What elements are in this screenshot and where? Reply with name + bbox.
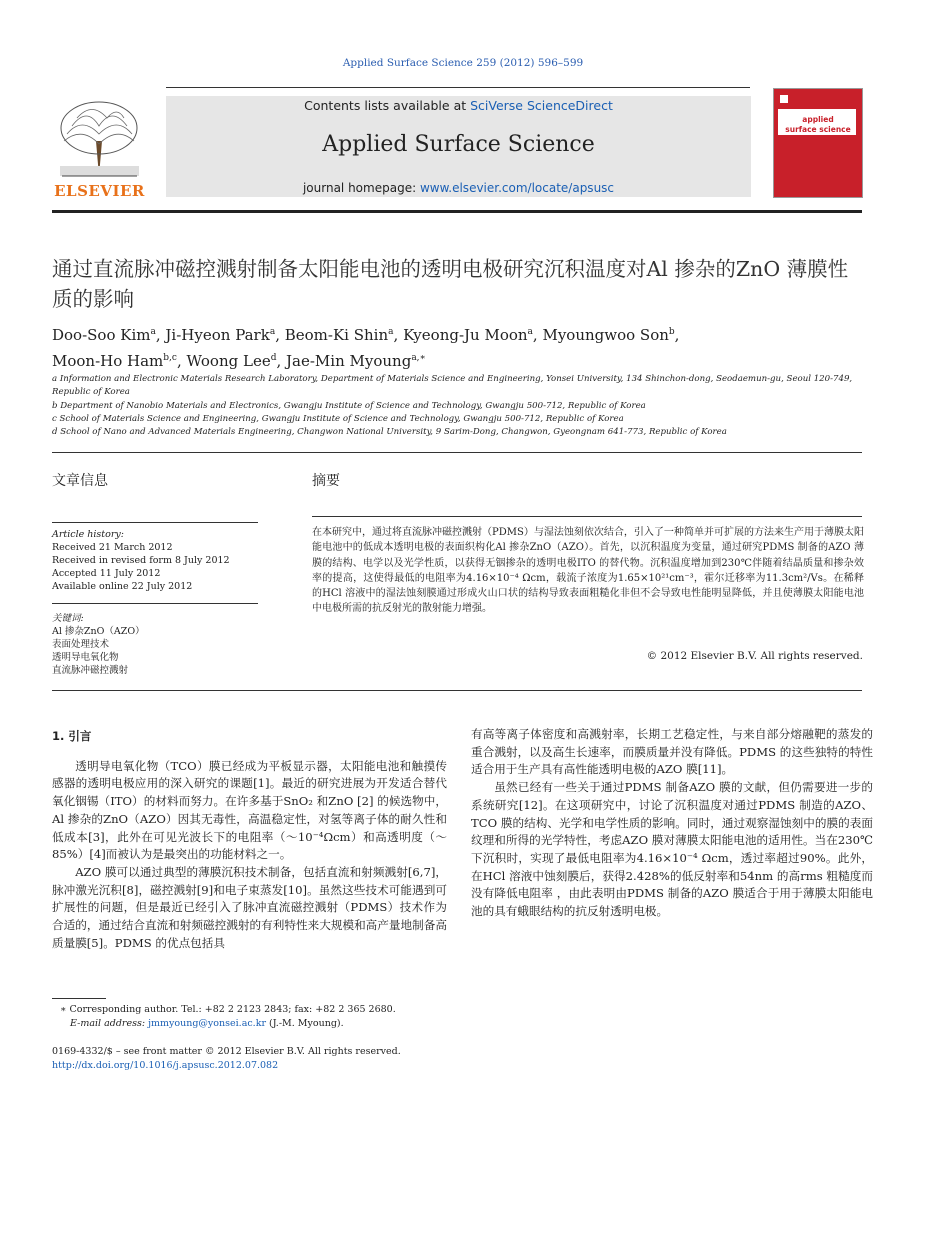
- journal-reference[interactable]: Applied Surface Science 259 (2012) 596–599: [342, 57, 584, 69]
- author-affiliation-marker[interactable]: a: [269, 327, 276, 337]
- email-suffix: (J.-M. Myoung).: [266, 1018, 344, 1029]
- body-top-rule: [52, 690, 862, 691]
- affiliations: [52, 373, 872, 439]
- header-top-rule: [166, 87, 750, 88]
- author-name: Beom-Ki Shin: [284, 326, 389, 344]
- author-separator: ,: [674, 326, 680, 344]
- body-left-column: [52, 728, 447, 952]
- contents-prefix: Contents lists available at: [304, 98, 471, 113]
- journal-banner: [166, 96, 751, 197]
- keyword: 直流脉冲磁控溅射: [52, 665, 129, 676]
- info-rule-1: [52, 522, 258, 523]
- article-history: [52, 528, 262, 593]
- author-name: Myoungwoo Son: [542, 326, 669, 344]
- header-bottom-rule: [52, 210, 862, 213]
- homepage-prefix: journal homepage:: [302, 181, 420, 195]
- authors-line-1: [52, 321, 872, 347]
- info-rule-2: [52, 603, 258, 604]
- body-paragraph: 透明导电氧化物（TCO）膜已经成为平板显示器，太阳能电池和触摸传感器的透明电极应用的深入研究的课题[1]。最近的研究进展为开发适合替代氧化铟锡（ITO）的材料而努力。在许多基于SnO₂ 和ZnO [2] 的候选物中，Al 掺杂的ZnO（AZO）因其无毒性，高温稳定性，对氢等离子体的耐久性和低成本[3]，此外在可见光波长下的电阻率（～10⁻⁴Ωcm）和高透明度（～85%）[4]而被认为是最突出的功能材料之一。: [52, 758, 447, 862]
- footnote-rule: [52, 998, 106, 999]
- journal-homepage: [166, 181, 751, 195]
- keyword: 透明导电氧化物: [52, 652, 119, 663]
- author-affiliation-marker[interactable]: b: [668, 327, 675, 337]
- author-separator: ,: [155, 326, 166, 344]
- publication-info: [52, 1045, 472, 1073]
- author-name: Kyeong-Ju Moon: [403, 326, 528, 344]
- author-name: Doo-Soo Kim: [52, 326, 151, 344]
- keyword: 表面处理技术: [52, 639, 110, 650]
- email-label: E-mail address:: [70, 1018, 149, 1029]
- cover-title-2: surface science: [785, 125, 851, 134]
- abstract-heading: 摘要: [312, 473, 340, 489]
- journal-title: Applied Surface Science: [322, 132, 595, 157]
- affiliation-c: c School of Materials Science and Engineering, Gwangju Institute of Science and Technology, Gwangju 500-712, Republic of Korea: [52, 413, 624, 424]
- author-separator: ,: [275, 326, 285, 344]
- body-paragraph: AZO 膜可以通过典型的薄膜沉积技术制备，包括直流和射频溅射[6,7]，脉冲激光沉积[8]，磁控溅射[9]和电子束蒸发[10]。虽然这些技术可能遇到可扩展性的问题，但是最近已经引入了脉冲直流磁控溅射（PDMS）技术作为合适的，通过结合直流和射频磁控溅射的有利特性来大规模和高产量地制备高质量膜[5]。PDMS 的优点包括具: [52, 864, 447, 950]
- affiliation-a: a Information and Electronic Materials Research Laboratory, Department of Materials Science and Engineering, Yonsei University, 134 Shinchon-dong, Seodaemun-gu, Seoul 120-749, Republic of Korea: [52, 374, 853, 398]
- email-line: [52, 1017, 472, 1031]
- author-list: [52, 321, 872, 373]
- author-affiliation-marker[interactable]: a: [150, 327, 156, 337]
- keyword: Al 掺杂ZnO（AZO）: [52, 626, 145, 637]
- email-link[interactable]: jmmyoung@yonsei.ac.kr: [148, 1018, 266, 1029]
- doi-link[interactable]: http://dx.doi.org/10.1016/j.apsusc.2012.07.082: [52, 1060, 279, 1071]
- keywords-label: 关键词:: [52, 613, 84, 624]
- history-revised: Received in revised form 8 July 2012: [52, 555, 230, 566]
- cover-title-1: applied: [802, 115, 834, 124]
- history-accepted: Accepted 11 July 2012: [52, 568, 161, 579]
- author-name: Ji-Hyeon Park: [165, 326, 270, 344]
- author-affiliation-marker[interactable]: d: [270, 353, 277, 363]
- abstract-rule: [312, 516, 862, 517]
- history-label: Article history:: [52, 529, 124, 540]
- author-affiliation-marker[interactable]: a: [527, 327, 533, 337]
- footnote: [52, 1003, 472, 1031]
- affiliation-d: d School of Nano and Advanced Materials Engineering, Changwon National University, 9 Sarim-Dong, Changwon, Gyeongnam 641-773, Republic of Korea: [52, 427, 727, 438]
- author-separator: ,: [176, 352, 187, 370]
- history-online: Available online 22 July 2012: [52, 581, 193, 592]
- info-top-rule: [52, 452, 862, 453]
- article-info-heading: 文章信息: [52, 473, 108, 489]
- author-separator: ,: [532, 326, 543, 344]
- abstract-text: 在本研究中，通过将直流脉冲磁控溅射（PDMS）与湿法蚀刻依次结合，引入了一种简单并可扩展的方法来生产用于薄膜太阳能电池中的低成本透明电极的表面织构化Al 掺杂ZnO（AZO）。首先，以沉积温度为变量，通过研究PDMS 制备的AZO 薄膜的结构、电学以及光学性质，以获得无铟掺杂的透明电极ITO 的替代物。沉积温度增加到230℃伴随着结晶质量和掺杂效率的提高，这使得最低的电阻率为4.16×10⁻⁴ Ωcm，载流子浓度为1.65×10²¹cm⁻³，霍尔迁移率为11.3cm²/Vs。在稀释的HCl 溶液中的湿法蚀刻膜通过形成火山口状的结构导致表面粗糙化非但不会导致电性能明显降低，并且使薄膜太阳能电池中电极所需的抗反射光的散射能力增强。: [312, 527, 864, 615]
- section-heading-introduction: 1. 引言: [52, 729, 92, 743]
- elsevier-logo: [52, 96, 147, 200]
- history-received: Received 21 March 2012: [52, 542, 173, 553]
- abstract-copyright: © 2012 Elsevier B.V. All rights reserved.: [646, 650, 863, 662]
- author-separator: ,: [276, 352, 287, 370]
- elsevier-tree-icon: [52, 96, 147, 181]
- body-paragraph: 有高等离子体密度和高溅射率，长期工艺稳定性，与来自部分熔融靶的蒸发的重合溅射，以及高生长速率，而膜质量并没有降低。PDMS 的这些独特的特性适合用于生产具有高性能透明电极的AZO 膜[11]。: [471, 727, 873, 777]
- journal-cover-image: [773, 88, 863, 198]
- author-affiliation-marker[interactable]: b,c: [163, 353, 177, 363]
- author-name: Moon-Ho Ham: [52, 352, 164, 370]
- homepage-link[interactable]: www.elsevier.com/locate/apsusc: [419, 181, 615, 195]
- authors-line-2: [52, 347, 872, 373]
- elsevier-wordmark: ELSEVIER: [54, 182, 145, 200]
- keywords: [52, 612, 262, 677]
- issn-line: 0169-4332/$ – see front matter © 2012 Elsevier B.V. All rights reserved.: [52, 1046, 401, 1057]
- sciencedirect-link[interactable]: SciVerse ScienceDirect: [470, 98, 613, 113]
- author-name: Jae-Min Myoung: [286, 352, 412, 370]
- author-name: Woong Lee: [186, 352, 271, 370]
- corresponding-author: ∗ Corresponding author. Tel.: +82 2 2123 2843; fax: +82 2 365 2680.: [60, 1004, 396, 1015]
- author-separator: ,: [393, 326, 404, 344]
- article-title: 通过直流脉冲磁控溅射制备太阳能电池的透明电极研究沉积温度对Al 掺杂的ZnO 薄膜性质的影响: [52, 257, 849, 311]
- cover-logo-icon: [780, 95, 788, 103]
- contents-line: [166, 98, 751, 113]
- author-affiliation-marker[interactable]: a,∗: [411, 353, 426, 363]
- body-paragraph: 虽然已经有一些关于通过PDMS 制备AZO 膜的文献，但仍需要进一步的系统研究[12]。在这项研究中，讨论了沉积温度对通过PDMS 制造的AZO、TCO 膜的结构、光学和电学性质的影响。同时，通过观察湿蚀刻中的膜的表面纹理和所得的光学特性，考虑AZO 膜对薄膜太阳能电池的适用性。当在230℃下沉积时，实现了最低电阻率为4.16×10⁻⁴ Ωcm，透过率超过90%。此外，在HCl 溶液中蚀刻膜后，获得2.428%的低反射率和54nm 的高rms 粗糙度而没有降低电阻率 ，由此表明由PDMS 制备的AZO 膜适合于用于薄膜太阳能电池的具有蛾眼结构的抗反射透明电极。: [471, 780, 873, 919]
- author-affiliation-marker[interactable]: a: [388, 327, 394, 337]
- affiliation-b: b Department of Nanobio Materials and Electronics, Gwangju Institute of Science and Technology, Gwangju 500-712, Republic of Korea: [52, 400, 646, 411]
- body-right-column: [471, 726, 873, 921]
